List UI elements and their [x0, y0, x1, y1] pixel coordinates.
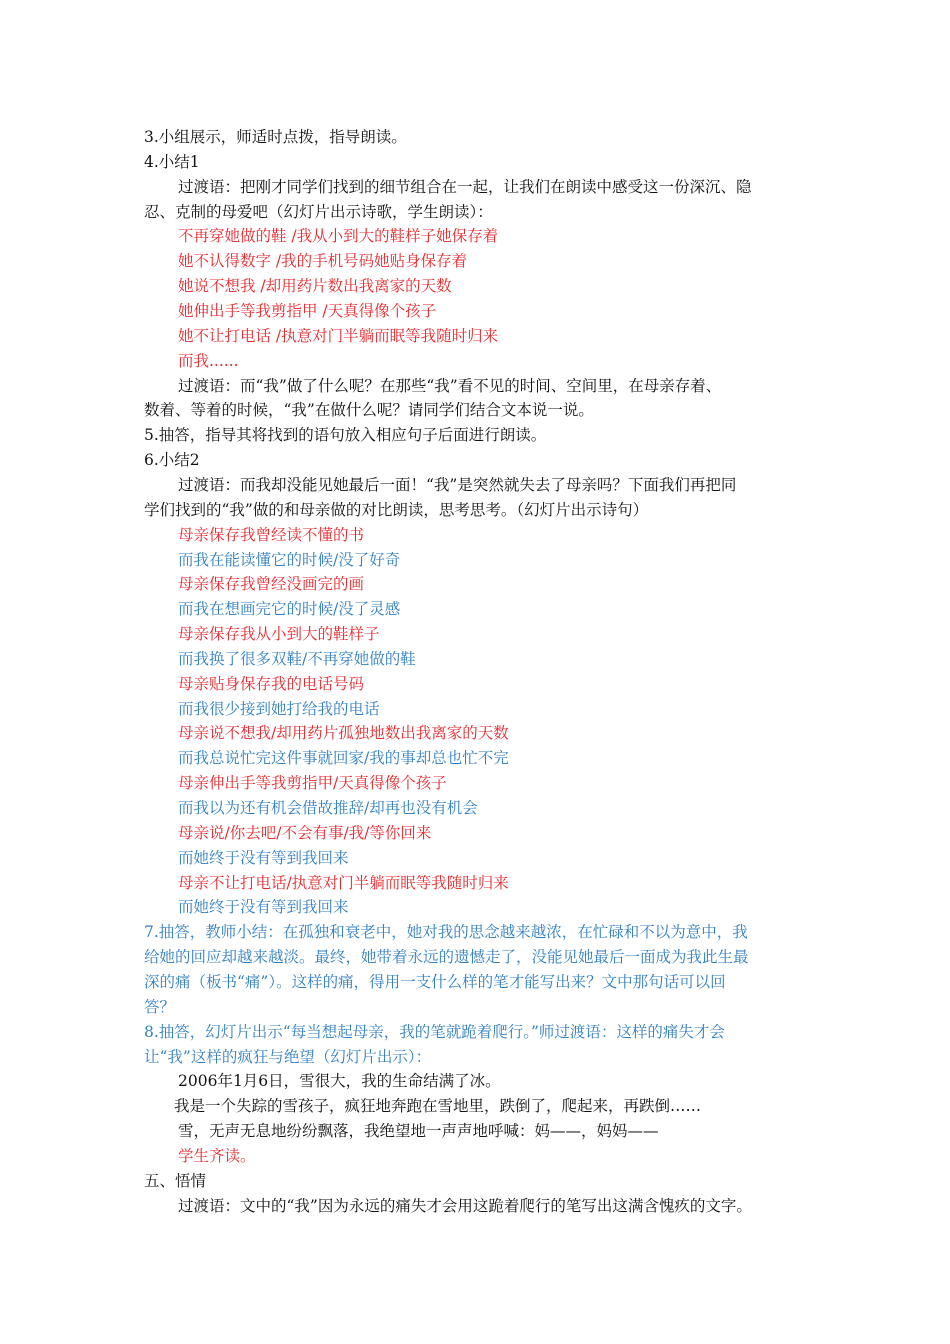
- text-line: 五、悟情: [144, 1171, 207, 1190]
- text-line: 而我总说忙完这件事就回家/我的事却总也忙不完: [178, 749, 509, 768]
- text-line: 8.抽答，幻灯片出示“每当想起母亲，我的笔就跪着爬行。”师过渡语：这样的痛失才会: [144, 1022, 725, 1041]
- text-line: 母亲保存我从小到大的鞋样子: [178, 625, 380, 643]
- text-line: 而我在想画完它的时候/没了灵感: [178, 600, 401, 619]
- text-line: 而我很少接到她打给我的电话: [178, 699, 380, 718]
- text-line: 母亲贴身保存我的电话号码: [178, 674, 365, 693]
- text-line: 2006年1月6日，雪很大，我的生命结满了冰。: [178, 1072, 501, 1091]
- text-line: 她伸出手等我剪指甲 /天真得像个孩子: [178, 302, 437, 320]
- text-line: 母亲不让打电话/执意对门半躺而眠等我随时归来: [178, 873, 509, 892]
- text-line: 答？: [144, 997, 176, 1016]
- text-line: 给她的回应却越来越淡。最终，她带着永远的遗憾走了，没能见她最后一面成为我此生最: [144, 948, 749, 967]
- text-line: 让“我”这样的疯狂与绝望（幻灯片出示）：: [144, 1047, 432, 1066]
- text-line: 学生齐读。: [178, 1146, 256, 1165]
- text-line: 7.抽答，教师小结：在孤独和衰老中，她对我的思念越来越浓，在忙碌和不以为意中，我: [144, 923, 748, 942]
- text-line: 过渡语：而“我”做了什么呢？在那些“我”看不见的时间、空间里，在母亲存着、: [178, 376, 722, 395]
- text-line: 而我在能读懂它的时候/没了好奇: [178, 550, 401, 569]
- text-line: 4.小结1: [144, 152, 200, 171]
- text-line: 学们找到的“我”做的和母亲做的对比朗读，思考思考。（幻灯片出示诗句）: [144, 500, 649, 519]
- text-line: 母亲保存我曾经读不懂的书: [178, 525, 365, 544]
- text-line: 6.小结2: [144, 451, 200, 470]
- text-line: 母亲说/你去吧/不会有事/我/等你回来: [178, 823, 432, 842]
- text-line: 雪，无声无息地纷纷飘落，我绝望地一声声地呼喊：妈——，妈妈——: [178, 1122, 659, 1140]
- text-line: 母亲伸出手等我剪指甲/天真得像个孩子: [178, 774, 447, 793]
- text-line: 母亲保存我曾经没画完的画: [178, 575, 365, 594]
- text-line: 而我......: [178, 351, 239, 370]
- text-line: 数着、等着的时候，“我”在做什么呢？请同学们结合文本说一说。: [144, 401, 594, 420]
- text-line: 母亲说不想我/却用药片孤独地数出我离家的天数: [178, 724, 509, 743]
- text-line: 3.小组展示，师适时点拨，指导朗读。: [144, 128, 407, 146]
- text-line: 她说不想我 /却用药片数出我离家的天数: [178, 277, 452, 296]
- text-line: 深的痛（板书“痛”）。这样的痛，得用一支什么样的笔才能写出来？文中那句话可以回: [144, 972, 726, 991]
- text-line: 而我换了很多双鞋/不再穿她做的鞋: [178, 649, 416, 668]
- text-line: 而我以为还有机会借故推辞/却再也没有机会: [178, 799, 478, 817]
- text-line: 不再穿她做的鞋 /我从小到大的鞋样子她保存着: [178, 227, 499, 246]
- text-line: 我是一个失踪的雪孩子，疯狂地奔跑在雪地里，跌倒了，爬起来，再跌倒……: [174, 1097, 702, 1116]
- text-line: 她不认得数字 /我的手机号码她贴身保存着: [178, 252, 468, 271]
- text-line: 5.抽答，指导其将找到的语句放入相应句子后面进行朗读。: [144, 426, 547, 445]
- text-line: 过渡语：把刚才同学们找到的细节组合在一起，让我们在朗读中感受这一份深沉、隐: [178, 177, 752, 196]
- text-line: 而她终于没有等到我回来: [178, 848, 349, 867]
- text-line: 过渡语：文中的“我”因为永远的痛失才会用这跪着爬行的笔写出这满含愧疚的文字。: [178, 1196, 752, 1215]
- text-line: 过渡语：而我却没能见她最后一面！“我”是突然就失去了母亲吗？下面我们再把同: [178, 475, 737, 494]
- text-line: 她不让打电话 /执意对门半躺而眠等我随时归来: [178, 326, 499, 345]
- text-line: 而她终于没有等到我回来: [178, 898, 349, 917]
- text-line: 忍、克制的母爱吧（幻灯片出示诗歌，学生朗读）：: [144, 202, 493, 221]
